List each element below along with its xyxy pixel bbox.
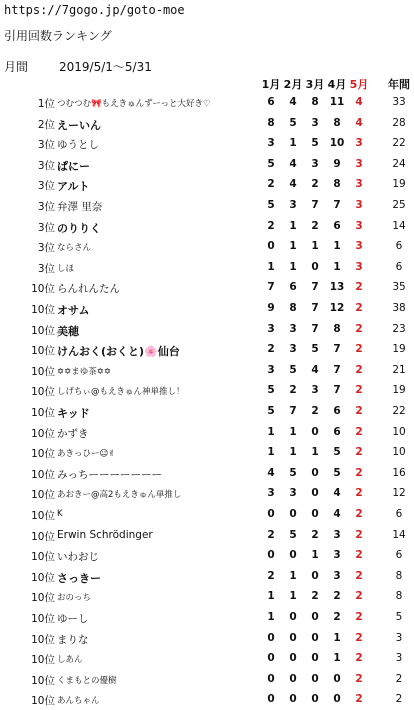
mar-count: 1	[311, 240, 319, 253]
column-header-apr: 4月	[327, 78, 347, 91]
table-row	[0, 587, 414, 607]
user-name: いわおじ	[57, 551, 99, 564]
feb-count: 1	[289, 219, 297, 232]
user-name: しあん	[57, 655, 83, 666]
table-row	[0, 505, 414, 525]
feb-count: 0	[289, 693, 297, 706]
mar-count: 8	[311, 96, 319, 108]
may-count: 2	[355, 487, 363, 500]
table-row	[0, 567, 414, 587]
table-row	[0, 340, 414, 360]
jan-count: 7	[267, 281, 275, 294]
annual-total: 3	[395, 652, 403, 665]
apr-count: 1	[333, 260, 341, 273]
apr-count: 1	[333, 652, 341, 665]
may-count: 2	[355, 322, 363, 335]
annual-total: 8	[395, 569, 403, 582]
jan-count: 3	[267, 137, 275, 150]
user-name: あきっひー☺✌	[57, 449, 116, 460]
column-header-feb: 2月	[283, 78, 303, 91]
apr-count: 4	[333, 508, 341, 520]
may-count: 2	[355, 302, 363, 314]
source-url: https://7gogo.jp/goto-moe	[4, 3, 185, 17]
may-count: 2	[355, 590, 363, 603]
user-name: あおきー@高2もえきゅん単推し	[57, 490, 182, 501]
annual-total: 2	[395, 693, 403, 706]
table-row	[0, 402, 414, 422]
feb-count: 0	[289, 508, 297, 520]
table-row	[0, 546, 414, 566]
table-row	[0, 217, 414, 237]
rank: 10位	[31, 407, 55, 419]
mar-count: 4	[311, 363, 319, 376]
rank: 10位	[31, 530, 55, 543]
user-name: くまもとの優樹	[57, 675, 117, 686]
mar-count: 1	[311, 446, 319, 459]
annual-total: 14	[392, 528, 406, 541]
apr-count: 8	[333, 116, 341, 129]
jan-count: 2	[267, 343, 275, 356]
jan-count: 0	[267, 508, 275, 520]
table-row	[0, 361, 414, 381]
mar-count: 0	[311, 466, 319, 479]
may-count: 2	[355, 672, 363, 685]
table-row	[0, 258, 414, 278]
feb-count: 0	[289, 672, 297, 685]
apr-count: 2	[333, 590, 341, 603]
may-count: 3	[355, 240, 363, 253]
mar-count: 0	[311, 693, 319, 706]
apr-count: 0	[333, 672, 341, 685]
jan-count: 5	[267, 199, 275, 211]
may-count: 2	[355, 405, 363, 417]
feb-count: 5	[289, 116, 297, 129]
mar-count: 0	[311, 569, 319, 582]
may-count: 2	[355, 466, 363, 479]
jan-count: 2	[267, 178, 275, 191]
feb-count: 4	[289, 178, 297, 191]
user-name: つむつむ🎀もえきゅんずーっと大好き♡	[57, 99, 211, 109]
jan-count: 5	[267, 405, 275, 417]
annual-total: 33	[392, 96, 406, 108]
annual-total: 19	[392, 343, 406, 356]
jan-count: 3	[267, 363, 275, 376]
rank: 10位	[31, 345, 55, 358]
mar-count: 0	[311, 611, 319, 623]
annual-total: 10	[392, 425, 406, 438]
mar-count: 0	[311, 508, 319, 520]
rank: 10位	[31, 633, 55, 646]
annual-total: 23	[392, 322, 406, 335]
annual-total: 28	[392, 116, 406, 129]
may-count: 2	[355, 631, 363, 644]
table-row	[0, 93, 414, 113]
feb-count: 4	[289, 96, 297, 108]
jan-count: 1	[267, 260, 275, 273]
feb-count: 5	[289, 528, 297, 541]
annual-total: 22	[392, 137, 406, 150]
user-name: あんちゃん	[57, 696, 100, 707]
annual-total: 35	[392, 281, 406, 294]
table-row	[0, 381, 414, 401]
table-row	[0, 690, 414, 710]
user-name: ゆうとし	[57, 139, 99, 152]
table-row	[0, 134, 414, 154]
apr-count: 13	[329, 281, 345, 294]
annual-total: 14	[392, 219, 406, 232]
rank: 10位	[31, 510, 55, 522]
feb-count: 0	[289, 549, 297, 562]
feb-count: 5	[289, 466, 297, 479]
mar-count: 0	[311, 672, 319, 685]
table-row	[0, 608, 414, 628]
may-count: 3	[355, 137, 363, 150]
apr-count: 0	[333, 693, 341, 706]
rank: 10位	[31, 592, 55, 605]
may-count: 3	[355, 199, 363, 211]
table-row	[0, 649, 414, 669]
table-row	[0, 629, 414, 649]
annual-total: 6	[395, 508, 403, 520]
rank: 10位	[31, 283, 55, 296]
jan-count: 4	[267, 466, 275, 479]
table-row	[0, 278, 414, 298]
jan-count: 1	[267, 446, 275, 459]
feb-count: 7	[289, 405, 297, 417]
rank: 3位	[37, 201, 55, 213]
mar-count: 7	[311, 199, 319, 211]
table-row	[0, 299, 414, 319]
apr-count: 4	[333, 487, 341, 500]
table-row	[0, 423, 414, 443]
apr-count: 7	[333, 363, 341, 376]
table-row	[0, 670, 414, 690]
mar-count: 0	[311, 652, 319, 665]
table-row	[0, 484, 414, 504]
mar-count: 3	[311, 384, 319, 397]
may-count: 2	[355, 363, 363, 376]
mar-count: 1	[311, 549, 319, 562]
rank: 10位	[31, 613, 55, 625]
table-row	[0, 464, 414, 484]
user-name: ぱにー	[57, 159, 90, 173]
feb-count: 1	[289, 446, 297, 459]
feb-count: 2	[289, 384, 297, 397]
jan-count: 0	[267, 240, 275, 253]
table-row	[0, 155, 414, 175]
may-count: 2	[355, 425, 363, 438]
user-name: アルト	[57, 180, 90, 194]
jan-count: 2	[267, 219, 275, 232]
may-count: 2	[355, 528, 363, 541]
jan-count: 6	[267, 96, 275, 108]
annual-total: 12	[392, 487, 406, 500]
user-name: キッド	[57, 407, 90, 420]
table-row	[0, 237, 414, 257]
mar-count: 2	[311, 219, 319, 232]
jan-count: 5	[267, 157, 275, 170]
table-row	[0, 443, 414, 463]
mar-count: 5	[311, 343, 319, 356]
rank: 3位	[37, 139, 55, 152]
rank: 10位	[31, 674, 55, 687]
user-name: オサム	[57, 304, 90, 317]
apr-count: 2	[333, 611, 341, 623]
apr-count: 7	[333, 384, 341, 397]
apr-count: 7	[333, 199, 341, 211]
apr-count: 9	[333, 157, 341, 170]
feb-count: 1	[289, 569, 297, 582]
user-name: えーいん	[57, 118, 101, 132]
rank: 10位	[31, 324, 55, 337]
mar-count: 3	[311, 116, 319, 129]
table-row	[0, 114, 414, 134]
feb-count: 6	[289, 281, 297, 294]
may-count: 2	[355, 549, 363, 562]
apr-count: 11	[329, 96, 345, 108]
user-name: さっきー	[57, 571, 101, 585]
rank: 10位	[31, 365, 55, 378]
annual-total: 10	[392, 446, 406, 459]
feb-count: 1	[289, 260, 297, 273]
annual-total: 19	[392, 384, 406, 397]
feb-count: 0	[289, 631, 297, 644]
feb-count: 4	[289, 157, 297, 170]
user-name: Erwin Schrödinger	[57, 528, 153, 541]
may-count: 2	[355, 652, 363, 665]
mar-count: 0	[311, 487, 319, 500]
mar-count: 2	[311, 590, 319, 603]
user-name: ゆーし	[57, 613, 89, 625]
column-header-may: 5月	[349, 78, 369, 91]
feb-count: 1	[289, 425, 297, 438]
period-range: 2019/5/1～5/31	[59, 60, 152, 74]
user-name: ならさん	[57, 243, 92, 254]
annual-total: 3	[395, 631, 403, 644]
feb-count: 0	[289, 652, 297, 665]
feb-count: 1	[289, 590, 297, 603]
jan-count: 3	[267, 322, 275, 335]
apr-count: 7	[333, 343, 341, 356]
annual-total: 19	[392, 178, 406, 191]
column-header-jan: 1月	[261, 78, 281, 91]
annual-total: 25	[392, 199, 406, 211]
may-count: 2	[355, 446, 363, 459]
feb-count: 0	[289, 611, 297, 623]
mar-count: 0	[311, 631, 319, 644]
apr-count: 1	[333, 631, 341, 644]
apr-count: 6	[333, 405, 341, 417]
rank: 10位	[31, 448, 55, 461]
mar-count: 7	[311, 322, 319, 335]
column-header-annual: 年間	[388, 78, 410, 91]
rank: 10位	[31, 304, 55, 316]
annual-total: 38	[392, 302, 406, 314]
apr-count: 5	[333, 466, 341, 479]
may-count: 3	[355, 178, 363, 191]
annual-total: 2	[395, 672, 403, 685]
user-name: おのっち	[57, 593, 91, 604]
user-name: まりな	[57, 633, 89, 646]
jan-count: 2	[267, 528, 275, 541]
user-name: しげちぃ@もえきゅん神単推し！	[57, 387, 185, 398]
user-name: けんおく(おくと)🌸仙台	[57, 345, 180, 359]
may-count: 2	[355, 343, 363, 356]
feb-count: 5	[289, 363, 297, 376]
apr-count: 3	[333, 569, 341, 582]
may-count: 2	[355, 569, 363, 582]
feb-count: 3	[289, 487, 297, 500]
jan-count: 3	[267, 487, 275, 500]
mar-count: 5	[311, 137, 319, 150]
mar-count: 2	[311, 528, 319, 541]
annual-total: 16	[392, 466, 406, 479]
rank: 10位	[31, 654, 55, 667]
jan-count: 1	[267, 611, 275, 623]
jan-count: 2	[267, 569, 275, 582]
apr-count: 3	[333, 549, 341, 562]
annual-total: 6	[395, 240, 403, 253]
feb-count: 1	[289, 240, 297, 253]
rank: 1位	[37, 98, 55, 110]
user-name: しほ	[57, 263, 75, 274]
mar-count: 0	[311, 260, 319, 273]
may-count: 2	[355, 281, 363, 294]
annual-total: 8	[395, 590, 403, 603]
mar-count: 2	[311, 178, 319, 191]
rank: 3位	[37, 242, 55, 255]
apr-count: 1	[333, 240, 341, 253]
period-label: 月間	[4, 60, 29, 74]
may-count: 4	[355, 116, 363, 129]
jan-count: 1	[267, 425, 275, 438]
annual-total: 5	[395, 611, 403, 623]
jan-count: 0	[267, 549, 275, 562]
rank: 10位	[31, 489, 55, 502]
rank: 10位	[31, 571, 55, 584]
table-row	[0, 196, 414, 216]
mar-count: 7	[311, 281, 319, 294]
may-count: 2	[355, 693, 363, 706]
user-name: 美穂	[57, 324, 79, 338]
jan-count: 1	[267, 590, 275, 603]
jan-count: 9	[267, 302, 275, 314]
apr-count: 12	[329, 302, 345, 314]
apr-count: 8	[333, 178, 341, 191]
feb-count: 8	[289, 302, 297, 314]
column-header-row	[0, 76, 414, 92]
rank: 10位	[31, 468, 55, 481]
annual-total: 6	[395, 549, 403, 562]
user-name: らんれんたん	[57, 283, 120, 296]
feb-count: 3	[289, 343, 297, 356]
feb-count: 1	[289, 137, 297, 150]
rank: 3位	[37, 221, 55, 234]
jan-count: 0	[267, 672, 275, 685]
rank: 3位	[37, 159, 55, 172]
page-title: 引用回数ランキング	[4, 29, 112, 43]
user-name: ✡✡まゆ茶✡✡	[57, 366, 111, 377]
may-count: 2	[355, 384, 363, 397]
table-row	[0, 175, 414, 195]
jan-count: 5	[267, 384, 275, 397]
jan-count: 0	[267, 693, 275, 706]
apr-count: 10	[329, 137, 345, 150]
apr-count: 6	[333, 219, 341, 232]
user-name: K	[57, 509, 63, 519]
jan-count: 0	[267, 631, 275, 644]
may-count: 3	[355, 219, 363, 232]
apr-count: 6	[333, 425, 341, 438]
mar-count: 7	[311, 302, 319, 314]
apr-count: 8	[333, 322, 341, 335]
mar-count: 0	[311, 425, 319, 438]
rank: 3位	[37, 180, 55, 193]
mar-count: 2	[311, 405, 319, 417]
may-count: 2	[355, 508, 363, 520]
column-header-mar: 3月	[305, 78, 325, 91]
rank: 10位	[31, 427, 55, 440]
user-name: のりりく	[57, 221, 101, 235]
rank: 3位	[37, 262, 55, 275]
user-name: みっちーーーーーーー	[57, 468, 162, 481]
may-count: 4	[355, 96, 363, 108]
jan-count: 0	[267, 652, 275, 665]
table-row	[0, 320, 414, 340]
may-count: 3	[355, 157, 363, 170]
apr-count: 3	[333, 528, 341, 541]
rank: 2位	[37, 118, 55, 131]
annual-total: 6	[395, 260, 403, 273]
user-name: 弁澤 里奈	[57, 201, 103, 213]
mar-count: 3	[311, 157, 319, 170]
may-count: 2	[355, 611, 363, 623]
annual-total: 21	[392, 363, 406, 376]
rank: 10位	[31, 551, 55, 564]
feb-count: 3	[289, 322, 297, 335]
rank: 10位	[31, 695, 55, 708]
may-count: 3	[355, 260, 363, 273]
annual-total: 22	[392, 405, 406, 417]
jan-count: 8	[267, 116, 275, 129]
annual-total: 24	[392, 157, 406, 170]
feb-count: 3	[289, 199, 297, 211]
user-name: かずき	[57, 427, 89, 440]
apr-count: 5	[333, 446, 341, 459]
rank: 10位	[31, 386, 55, 399]
table-row	[0, 526, 414, 546]
